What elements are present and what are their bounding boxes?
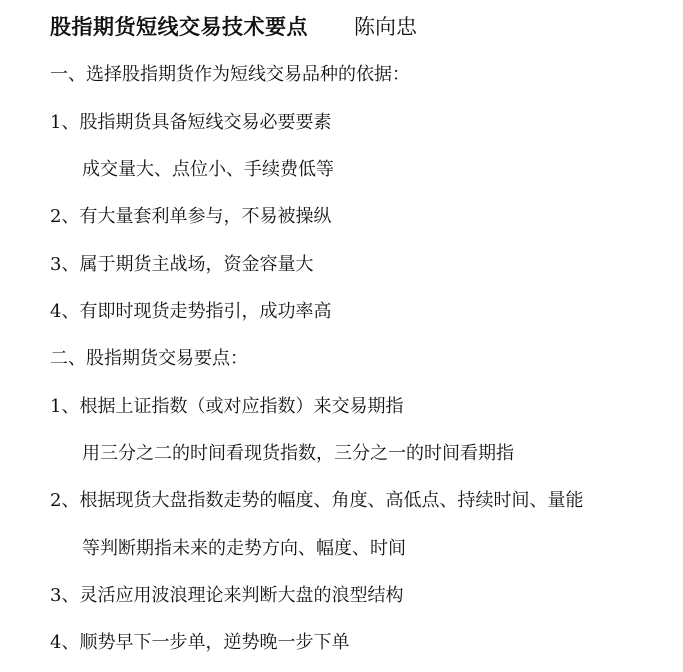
- list-item-1-4: 4、有即时现货走势指引，成功率高: [50, 301, 332, 322]
- list-item-1-1-detail: 成交量大、点位小、手续费低等: [82, 159, 334, 180]
- list-item-1-2: 2、有大量套利单参与，不易被操纵: [50, 206, 332, 227]
- list-item-2-4: 4、顺势早下一步单，逆势晚一步下单: [50, 632, 350, 653]
- section-heading-1: 一、选择股指期货作为短线交易品种的依据：: [50, 64, 410, 85]
- list-item-2-2: 2、根据现货大盘指数走势的幅度、角度、高低点、持续时间、量能: [50, 490, 584, 511]
- document-author: 陈向忠: [354, 15, 417, 39]
- list-item-1-1: 1、股指期货具备短线交易必要要素: [50, 112, 332, 133]
- list-item-2-1-detail: 用三分之二的时间看现货指数，三分之一的时间看期指: [82, 443, 514, 464]
- list-item-1-3: 3、属于期货主战场，资金容量大: [50, 254, 314, 275]
- section-heading-2: 二、股指期货交易要点：: [50, 348, 248, 369]
- list-item-2-2-detail: 等判断期指未来的走势方向、幅度、时间: [82, 538, 406, 559]
- title-row: [50, 11, 417, 41]
- list-item-2-3: 3、灵活应用波浪理论来判断大盘的浪型结构: [50, 585, 404, 606]
- document-title: 股指期货短线交易技术要点: [50, 15, 308, 39]
- list-item-2-1: 1、根据上证指数（或对应指数）来交易期指: [50, 396, 404, 417]
